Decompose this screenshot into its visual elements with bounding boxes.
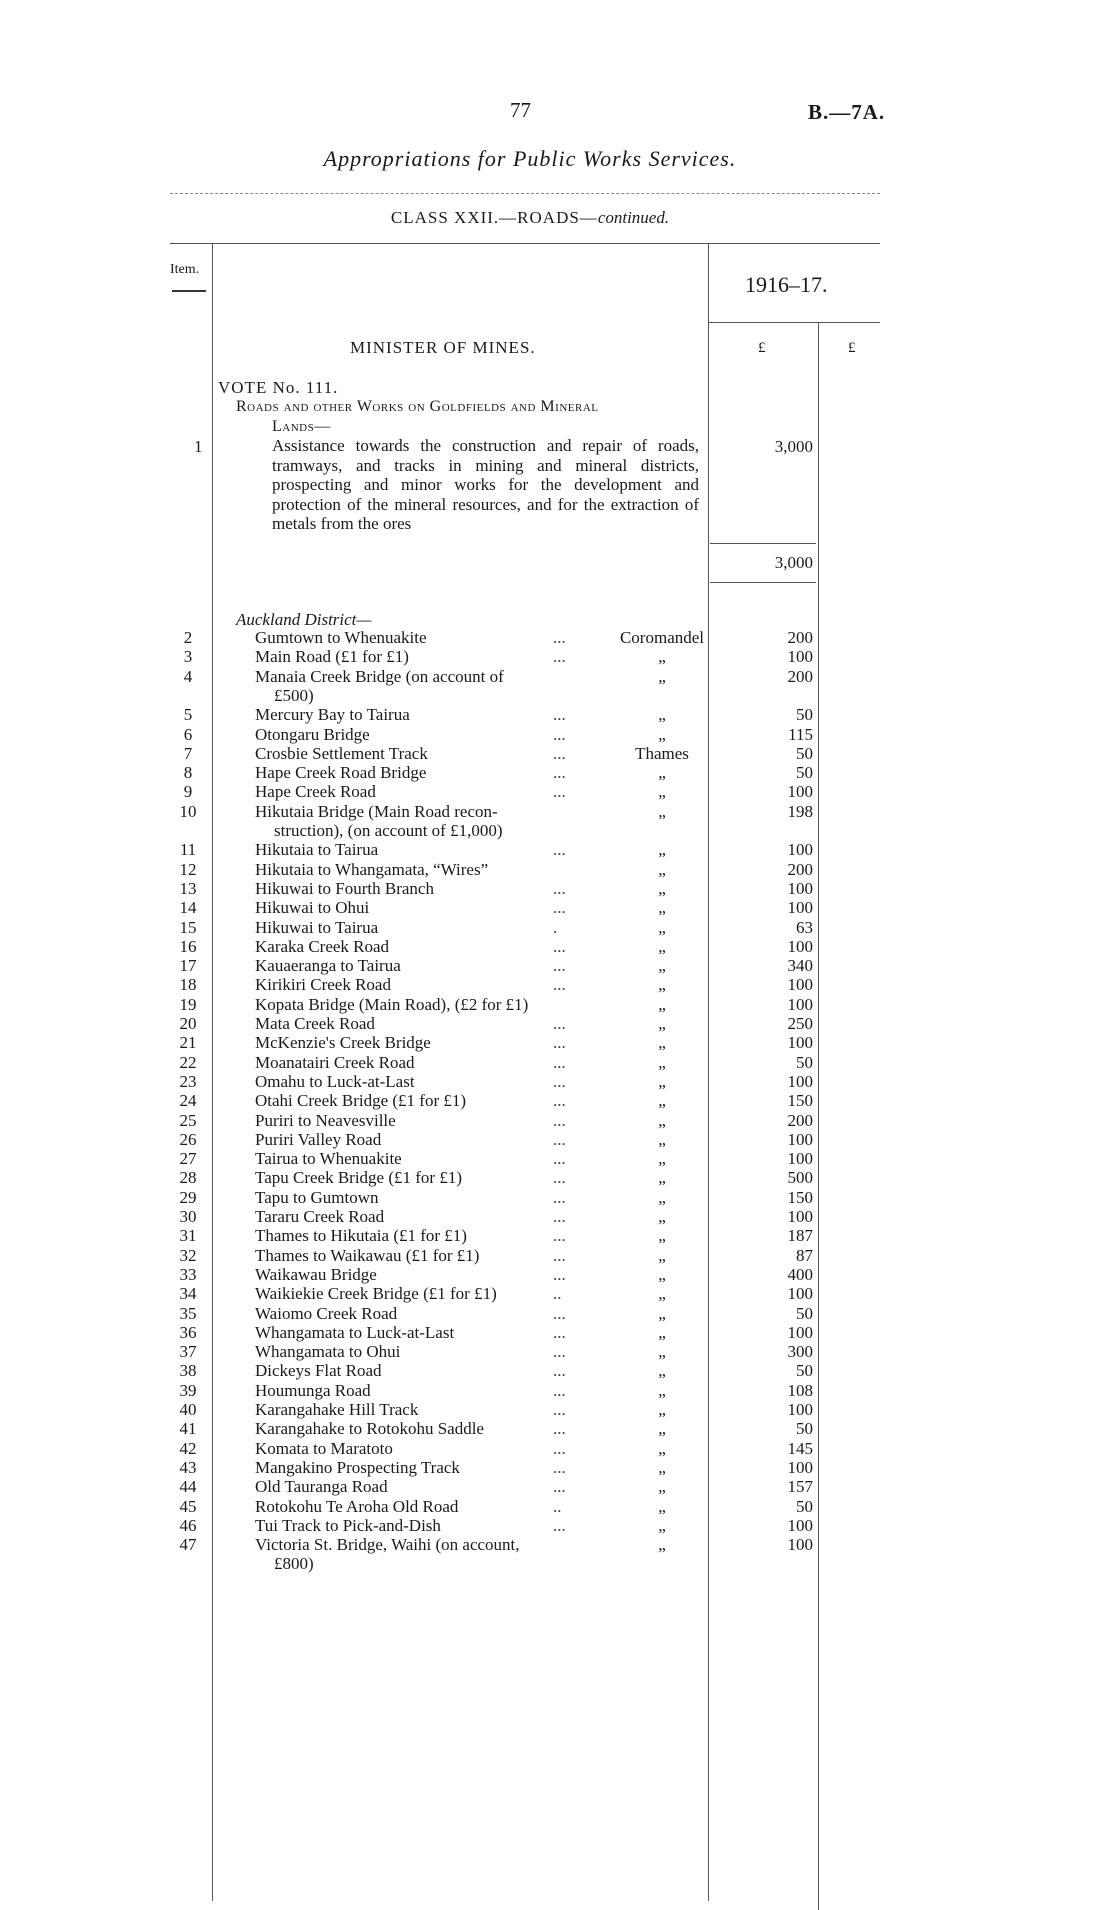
item-number: 32: [179, 1245, 197, 1265]
item-amount: 100: [787, 1129, 813, 1149]
title-rule: [170, 193, 880, 194]
item-name: Hikutaia to Whangamata, “Wires”: [255, 859, 489, 879]
item-district: „: [658, 1438, 666, 1458]
item-district: „: [658, 994, 666, 1014]
item-amount: 50: [796, 1496, 813, 1516]
item-number: 13: [179, 878, 197, 898]
item-amount: 100: [787, 1515, 813, 1535]
item-number: 29: [179, 1187, 197, 1207]
item-district: „: [658, 956, 666, 976]
item-district: „: [658, 1496, 666, 1516]
leader-dots: ...: [553, 782, 566, 802]
item-amount: 87: [796, 1245, 813, 1265]
item-district: „: [658, 1284, 666, 1304]
item-amount: 50: [796, 763, 813, 783]
leader-dots: ...: [553, 1245, 566, 1265]
leader-dots: ...: [553, 1187, 566, 1207]
item-number: 19: [179, 994, 197, 1014]
item-number: 16: [179, 936, 197, 956]
item-number: 37: [179, 1342, 197, 1362]
item-number: 10: [179, 801, 197, 821]
item-name: Hikuwai to Ohui: [255, 898, 370, 918]
item-number: 26: [179, 1129, 197, 1149]
page-number: 77: [510, 98, 531, 122]
item-number: 27: [179, 1149, 197, 1169]
item-1-amount: 3,000: [774, 437, 813, 456]
item-district: „: [658, 763, 666, 783]
item-name: Karangahake Hill Track: [255, 1400, 419, 1419]
item-name: Kauaeranga to Tairua: [255, 956, 401, 976]
item-number: 11: [179, 840, 197, 860]
item-number: 28: [179, 1168, 197, 1188]
leader-dots: ...: [553, 647, 566, 667]
item-amount: 200: [787, 628, 813, 647]
item-number: 14: [179, 898, 197, 918]
item-name-continuation: struction), (on account of £1,000): [274, 821, 503, 840]
item-name: Kirikiri Creek Road: [255, 975, 391, 995]
item-district: „: [658, 878, 666, 898]
leader-dots: ...: [553, 1264, 566, 1284]
item-district: „: [658, 801, 666, 821]
item-number: 9: [183, 782, 193, 802]
leader-dots: ...: [553, 1419, 566, 1439]
item-number: 39: [179, 1380, 197, 1400]
item-district: „: [658, 840, 666, 860]
item-amount: 100: [787, 1284, 813, 1304]
item-name: Mercury Bay to Tairua: [255, 705, 410, 725]
item-district: „: [658, 1322, 666, 1342]
item-name: Dickeys Flat Road: [255, 1361, 382, 1381]
item-amount: 100: [787, 1535, 813, 1555]
district-heading: Auckland District—: [236, 610, 372, 629]
item-amount: 500: [787, 1168, 813, 1188]
item-1-total-rule: [710, 543, 816, 544]
item-name: Waiomo Creek Road: [255, 1303, 398, 1323]
leader-dots: ..: [553, 1284, 562, 1304]
year-header: 1916–17.: [745, 272, 828, 297]
item-name: Whangamata to Ohui: [255, 1342, 401, 1362]
item-district: „: [658, 1457, 666, 1477]
item-amount: 150: [787, 1187, 813, 1207]
item-district: „: [658, 898, 666, 918]
item-column-header: Item.: [170, 262, 200, 277]
item-amount: 100: [787, 1457, 813, 1477]
item-amount: 187: [787, 1226, 813, 1246]
item-name: Rotokohu Te Aroha Old Road: [255, 1496, 459, 1516]
item-name: Hikuwai to Tairua: [255, 917, 379, 937]
item-name: Manaia Creek Bridge (on account of: [255, 666, 504, 686]
item-district: „: [658, 1264, 666, 1284]
item-amount: 50: [796, 1419, 813, 1439]
leader-dots: ...: [553, 1129, 566, 1149]
item-number: 41: [179, 1419, 197, 1439]
item-name: Mangakino Prospecting Track: [255, 1457, 460, 1477]
item-district: „: [658, 1014, 666, 1033]
item-name: Otahi Creek Bridge (£1 for £1): [255, 1091, 467, 1111]
item-district: „: [658, 936, 666, 956]
minister-heading: MINISTER OF MINES.: [350, 338, 536, 357]
item-name: Tairua to Whenuakite: [255, 1149, 402, 1169]
item-number: 17: [179, 956, 197, 976]
item-number: 43: [179, 1457, 197, 1477]
item-district: „: [658, 782, 666, 802]
class-heading-main: CLASS XXII.—ROADS—: [390, 208, 598, 227]
item-name: Puriri to Neavesville: [255, 1110, 396, 1130]
item-name: Thames to Waikawau (£1 for £1): [255, 1245, 480, 1265]
item-name: Otongaru Bridge: [255, 724, 370, 744]
leader-dots: ...: [553, 628, 566, 647]
leader-dots: ...: [553, 1207, 566, 1226]
leader-dots: ...: [553, 936, 566, 956]
item-number: 30: [179, 1207, 197, 1226]
item-district: Thames: [635, 743, 689, 763]
pound-sign-right: £: [848, 340, 856, 356]
leader-dots: ...: [553, 1052, 566, 1072]
item-number: 45: [179, 1496, 197, 1516]
item-district: „: [658, 1110, 666, 1130]
item-district: „: [658, 1380, 666, 1400]
item-amount: 300: [787, 1342, 813, 1362]
item-amount: 100: [787, 647, 813, 667]
leader-dots: ...: [553, 763, 566, 783]
leader-dots: ...: [553, 705, 566, 725]
document-reference: B.—7A.: [808, 100, 886, 124]
leader-dots: ...: [553, 840, 566, 860]
leader-dots: ...: [553, 743, 566, 763]
leader-dots: ...: [553, 1515, 566, 1535]
item-name: Hape Creek Road Bridge: [255, 763, 427, 783]
item-amount: 108: [787, 1380, 813, 1400]
item-district: „: [658, 666, 666, 686]
item-district: „: [658, 917, 666, 937]
item-name: Main Road (£1 for £1): [255, 647, 409, 667]
item-name: McKenzie's Creek Bridge: [255, 1033, 431, 1053]
item-amount: 340: [787, 956, 813, 976]
item-amount: 100: [787, 1033, 813, 1053]
item-name: Omahu to Luck-at-Last: [255, 1071, 415, 1091]
item-name: Hape Creek Road: [255, 782, 376, 802]
item-amount: 100: [787, 878, 813, 898]
item-name: Karangahake to Rotokohu Saddle: [255, 1419, 484, 1439]
amount-column-divider: [818, 322, 819, 1910]
leader-dots: ...: [553, 1361, 566, 1381]
leader-dots: ...: [553, 724, 566, 744]
item-amount: 50: [796, 1303, 813, 1323]
item-amount: 115: [788, 724, 813, 744]
leader-dots: ...: [553, 1110, 566, 1130]
item-amount: 63: [796, 917, 813, 937]
leader-dots: ...: [553, 898, 566, 918]
item-number: 40: [179, 1400, 197, 1419]
item-number: 47: [179, 1535, 197, 1555]
item-name-continuation: £800): [274, 1554, 314, 1574]
item-amount: 50: [796, 705, 813, 725]
item-district: „: [658, 1342, 666, 1362]
class-heading-suffix: continued.: [597, 208, 670, 227]
table-top-rule: [170, 243, 880, 244]
item-1-total: 3,000: [774, 553, 813, 572]
item-amount: 100: [787, 782, 813, 802]
item-district: „: [658, 1400, 666, 1419]
item-amount: 100: [787, 1207, 813, 1226]
item-name: Hikutaia Bridge (Main Road recon-: [255, 801, 498, 821]
item-number: 12: [179, 859, 197, 879]
item-district: „: [658, 1226, 666, 1246]
item-name-continuation: £500): [274, 685, 314, 705]
leader-dots: ...: [553, 975, 566, 995]
item-amount: 198: [787, 801, 813, 821]
leader-dots: .: [553, 917, 558, 937]
item-district: „: [658, 1033, 666, 1053]
vote-number: VOTE No. 111.: [218, 378, 339, 397]
item-name: Hikuwai to Fourth Branch: [255, 878, 434, 898]
item-district: „: [658, 1515, 666, 1535]
leader-dots: ...: [553, 1168, 566, 1188]
item-district: „: [658, 724, 666, 744]
item-district: „: [658, 705, 666, 725]
item-number: 21: [179, 1033, 197, 1053]
item-number: 25: [179, 1110, 197, 1130]
item-name: Thames to Hikutaia (£1 for £1): [255, 1226, 467, 1246]
item-name: Kopata Bridge (Main Road), (£2 for £1): [255, 994, 529, 1014]
leader-dots: ...: [553, 878, 566, 898]
item-amount: 100: [787, 994, 813, 1014]
item-number: 20: [179, 1014, 197, 1033]
leader-dots: ...: [553, 1380, 566, 1400]
pound-sign-left: £: [758, 340, 766, 356]
item-amount: 250: [787, 1014, 813, 1033]
year-underline: [708, 322, 880, 323]
item-district: Coromandel: [619, 628, 705, 647]
item-name: Hikutaia to Tairua: [255, 840, 379, 860]
item-header-underline: [172, 290, 206, 292]
leader-dots: ...: [553, 1226, 566, 1246]
class-heading: [0, 208, 1060, 228]
item-amount: 200: [787, 859, 813, 879]
item-district: „: [658, 1419, 666, 1439]
item-name: Waikiekie Creek Bridge (£1 for £1): [255, 1284, 497, 1304]
leader-dots: ...: [553, 1091, 566, 1111]
item-column-divider: [212, 243, 213, 1901]
item-name: Tararu Creek Road: [255, 1207, 385, 1226]
item-number: 6: [183, 724, 193, 744]
item-number: 46: [179, 1515, 197, 1535]
item-number: 31: [179, 1226, 197, 1246]
item-district: „: [658, 1477, 666, 1497]
item-district: „: [658, 1149, 666, 1169]
item-name: Moanatairi Creek Road: [255, 1052, 415, 1072]
item-name: Tapu Creek Bridge (£1 for £1): [255, 1168, 462, 1188]
leader-dots: ...: [553, 1400, 566, 1419]
leader-dots: ...: [553, 1438, 566, 1458]
item-amount: 100: [787, 898, 813, 918]
item-amount: 200: [787, 666, 813, 686]
item-district: „: [658, 1071, 666, 1091]
item-number: 44: [179, 1477, 197, 1497]
item-district: „: [658, 647, 666, 667]
item-number: 36: [179, 1322, 197, 1342]
item-number: 18: [179, 975, 197, 995]
leader-dots: ...: [553, 1322, 566, 1342]
leader-dots: ..: [553, 1496, 562, 1516]
item-amount: 50: [796, 1052, 813, 1072]
item-district: „: [658, 1187, 666, 1207]
item-amount: 100: [787, 840, 813, 860]
item-district: „: [658, 1052, 666, 1072]
item-number: 15: [179, 917, 197, 937]
item-name: Crosbie Settlement Track: [255, 743, 428, 763]
item-number: 33: [179, 1264, 197, 1284]
item-district: „: [658, 1245, 666, 1265]
item-amount: 100: [787, 936, 813, 956]
item-amount: 200: [787, 1110, 813, 1130]
item-amount: 100: [787, 1322, 813, 1342]
item-district: „: [658, 1361, 666, 1381]
item-number: 8: [183, 763, 193, 783]
item-district: „: [658, 1168, 666, 1188]
item-amount: 400: [787, 1264, 813, 1284]
item-1-description: Assistance towards the construction and repair of roads, tramways, and tracks in mining and mineral districts, prospecting and minor works for the development and protection of the mineral resources, and for the extraction of metals from the ores: [272, 436, 699, 533]
item-1-number: 1: [194, 437, 203, 456]
item-number: 2: [183, 628, 193, 647]
item-number: 5: [183, 705, 193, 725]
item-district: „: [658, 859, 666, 879]
item-name: Tui Track to Pick-and-Dish: [255, 1515, 441, 1535]
item-number: 38: [179, 1361, 197, 1381]
item-name: Gumtown to Whenuakite: [255, 628, 427, 647]
item-amount: 150: [787, 1091, 813, 1111]
item-amount: 50: [796, 1361, 813, 1381]
item-number: 42: [179, 1438, 197, 1458]
leader-dots: ...: [553, 1477, 566, 1497]
item-district: „: [658, 1303, 666, 1323]
leader-dots: ...: [553, 956, 566, 976]
item-number: 23: [179, 1071, 197, 1091]
item-name: Houmunga Road: [255, 1380, 371, 1400]
vote-heading-line1: Roads and other Works on Goldfields and Mineral: [236, 398, 599, 415]
item-number: 7: [183, 743, 193, 763]
item-1-total-bottom-rule: [710, 582, 816, 583]
leader-dots: ...: [553, 1149, 566, 1169]
item-amount: 100: [787, 1149, 813, 1169]
item-district: „: [658, 1535, 666, 1555]
item-number: 4: [183, 666, 193, 686]
item-name: Victoria St. Bridge, Waihi (on account,: [255, 1535, 520, 1555]
leader-dots: ...: [553, 1342, 566, 1362]
item-amount: 50: [796, 743, 813, 763]
item-amount: 100: [787, 975, 813, 995]
item-name: Komata to Maratoto: [255, 1438, 393, 1458]
item-number: 24: [179, 1091, 197, 1111]
item-name: Waikawau Bridge: [255, 1264, 377, 1284]
item-number: 22: [179, 1052, 197, 1072]
item-name: Old Tauranga Road: [255, 1477, 388, 1497]
leader-dots: ...: [553, 1071, 566, 1091]
vote-heading-line2: Lands—: [272, 418, 331, 435]
item-amount: 100: [787, 1400, 813, 1419]
item-amount: 157: [787, 1477, 813, 1497]
item-number: 35: [179, 1303, 197, 1323]
leader-dots: ...: [553, 1014, 566, 1033]
leader-dots: ...: [553, 1303, 566, 1323]
item-name: Mata Creek Road: [255, 1014, 375, 1033]
item-district: „: [658, 1129, 666, 1149]
leader-dots: ...: [553, 1033, 566, 1053]
item-number: 34: [179, 1284, 197, 1304]
item-amount: 100: [787, 1071, 813, 1091]
item-name: Tapu to Gumtown: [255, 1187, 379, 1207]
page-title: Appropriations for Public Works Services.: [323, 146, 737, 171]
item-name: Whangamata to Luck-at-Last: [255, 1322, 455, 1342]
item-name: Karaka Creek Road: [255, 936, 390, 956]
leader-dots: ...: [553, 1457, 566, 1477]
item-number: 3: [183, 647, 193, 667]
item-amount: 145: [787, 1438, 813, 1458]
item-district: „: [658, 975, 666, 995]
item-district: „: [658, 1091, 666, 1111]
item-district: „: [658, 1207, 666, 1226]
item-name: Puriri Valley Road: [255, 1129, 382, 1149]
